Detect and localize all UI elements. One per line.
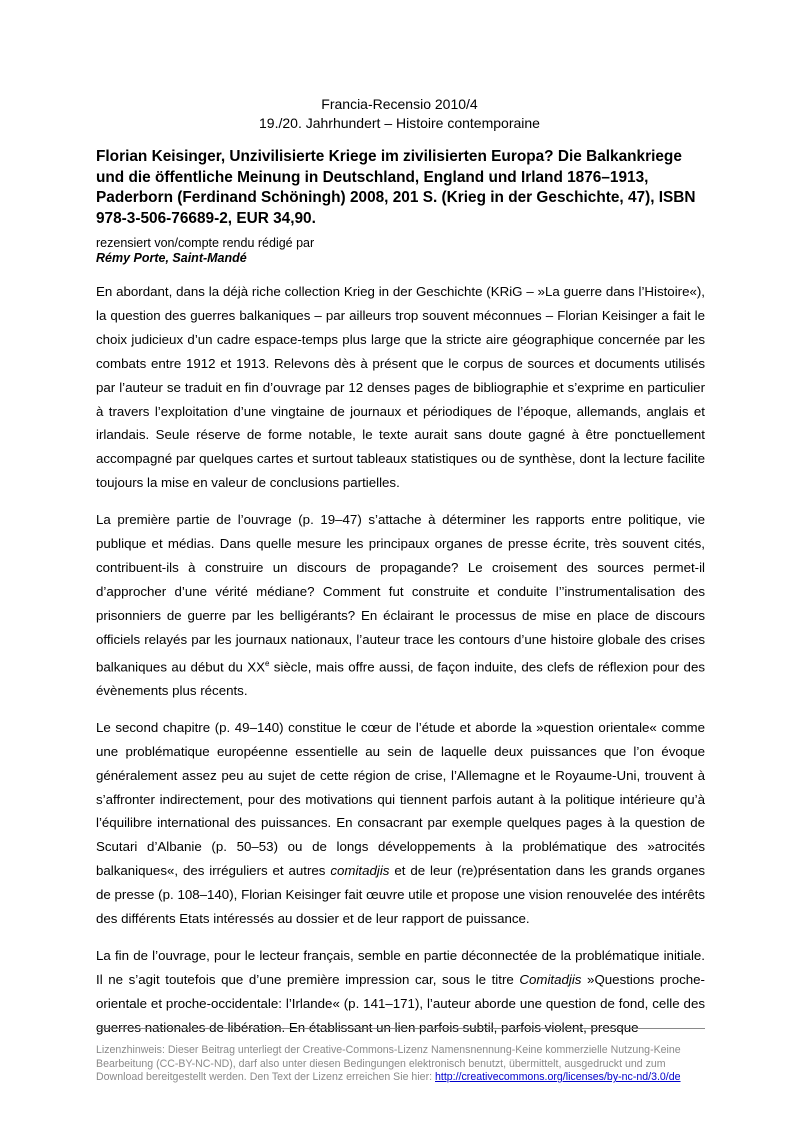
license-footer — [96, 1044, 705, 1085]
paragraph-3-text-b: et de leur (re)présentation dans les grands organes de presse (p. 108–140), Florian Keisinger fait œuvre utile et propose une vision renouvelée des intérêts des différents Etats intéressés au dossier et de leur rapport de puissance. — [96, 863, 705, 927]
paragraph-4-italic: Comitadjis — [519, 971, 582, 987]
paragraph-2-text-b: siècle, mais offre aussi, de façon induite, des clefs de réflexion pour des évènements plus récents. — [96, 659, 705, 698]
paragraph-4 — [96, 944, 705, 1040]
paragraph-2-text-a: La première partie de l’ouvrage (p. 19–47) s’attache à déterminer les rapports entre politique, vie publique et médias. Dans quelle mesure les principaux organes de presse écrite, très souvent cités, contribuent-ils à construire un discours de propagande? Le croisement des sources permet-il d’approcher d’une vérité médiane? Comment fut construite et conduite l’’instrumentalisation des prisonniers de guerre par les belligérants? En éclairant le processus de mise en place de discours officiels relayés par les journaux nationaux, l’auteur trace les contours d’une histoire globale des crises balkaniques au début du XX — [96, 512, 705, 675]
paragraph-4-text-b: »Questions proche-orientale et proche-occidentale: l’Irlande« (p. 141–171), l’auteur aborde une question de fond, celle des guerres nationales de libération. En établissant un lien parfois subtil, parfois violent, presque — [96, 971, 705, 1035]
byline — [96, 236, 708, 266]
reviewer-name: Rémy Porte, Saint-Mandé — [96, 251, 247, 265]
license-text: Lizenzhinweis: Dieser Beitrag unterliegt der Creative-Commons-Lizenz Namensnennung-Keine kommerzielle Nutzung-Keine Bearbeitung (CC-BY-NC-ND), darf also unter diesen Bedingungen elektronisch benutzt, übermittelt, ausgedruckt und zum Download bereitgestellt werden. Den Text der Lizenz erreichen Sie hier: — [96, 1044, 681, 1084]
paragraph-3-text-a: Le second chapitre (p. 49–140) constitue le cœur de l’étude et aborde la »question orientale« comme une problématique européenne essentielle au sein de laquelle deux puissances que l’on évoque généralement assez peu au sujet de cette région de crise, l’Allemagne et le Royaume-Uni, trouvent à s’affronter indirectement, pour des motivations qui tiennent parfois autant à la politique intérieure qu’à l’équilibre international des puissances. En consacrant par exemple quelques pages à la question de Scutari d’Albanie (p. 50–53) ou de longs développements à la problématique des »atrocités balkaniques«, des irréguliers et autres — [96, 719, 705, 879]
paragraph-3 — [96, 716, 705, 931]
review-title: Florian Keisinger, Unzivilisierte Kriege im zivilisierten Europa? Die Balkankriege und die öffentliche Meinung in Deutschland, England und Irland 1876–1913, Paderborn (Ferdinand Schöningh) 2008, 201 S. (Krieg in der Geschichte, 47), ISBN 978-3-506-76689-2, EUR 34,90. — [96, 148, 696, 227]
license-link[interactable]: http://creativecommons.org/licenses/by-nc-nd/3.0/de — [435, 1071, 681, 1084]
byline-label: rezensiert von/compte rendu rédigé par — [96, 236, 315, 250]
review-body — [96, 280, 705, 1053]
footer-divider — [96, 1028, 705, 1029]
paragraph-2 — [96, 508, 705, 703]
paragraph-1: En abordant, dans la déjà riche collection Krieg in der Geschichte (KRiG – »La guerre dans l’Histoire«), la question des guerres balkaniques – par ailleurs trop souvent méconnues – Florian Keisinger a fait le choix judicieux d’un cadre espace-temps plus large que la stricte aire géographique concernée par les combats entre 1912 et 1913. Relevons dès à présent que le corpus de sources et documents utilisés par l’auteur se traduit en fin d’ouvrage par 12 denses pages de bibliographie et s’exprime en particulier à travers l’exploitation d’une vingtaine de journaux et périodiques de l’époque, allemands, anglais et irlandais. Seule réserve de forme notable, le texte aurait sans doute gagné à être ponctuellement accompagné par quelques cartes et surtout tableaux statistiques ou de synthèse, dont la lecture facilite toujours la mise en valeur de conclusions partielles. — [96, 284, 705, 491]
superscript-e: e — [264, 658, 270, 668]
section-heading: 19./20. Jahrhundert – Histoire contemporaine — [259, 115, 540, 131]
paragraph-4-text-a: La fin de l’ouvrage, pour le lecteur français, semble en partie déconnectée de la problématique initiale. Il ne s’agit toutefois que d’une première impression car, sous le titre — [96, 947, 705, 987]
journal-issue: Francia-Recensio 2010/4 — [321, 96, 478, 112]
paragraph-3-italic: comitadjis — [330, 863, 390, 879]
journal-header — [0, 95, 799, 133]
